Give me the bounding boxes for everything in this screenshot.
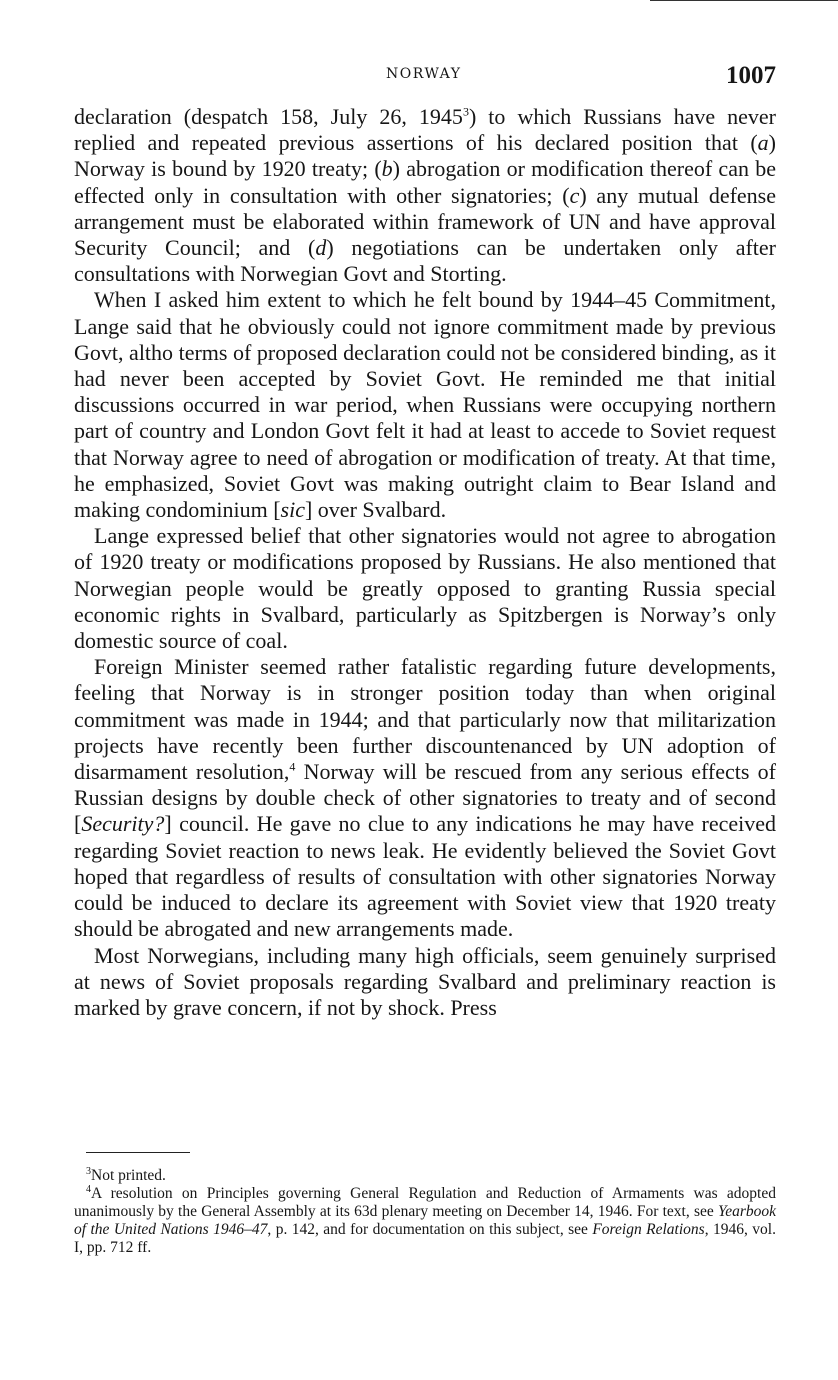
paragraph-4: Foreign Minister seemed rather fatalistic regarding future developments, feeling that Norway is in stronger position today than when original commitment was made in 1944; and that particularly now that militarization projects have recently been further discountenanced by UN adoption of disarmament resolution,$^4$ Norway will be rescued from any serious effects of Russian designs by double check of other signatories to treaty and of second [Security?] council. He gave no clue to any indications he may have received regarding Soviet reaction to news leak. He evidently believed the Soviet Govt hoped that regardless of results of consultation with other signatories Norway could be induced to declare its agreement with Soviet view that 1920 treaty should be abrogated and new arrangements made. [74, 654, 776, 942]
footnotes [74, 1167, 776, 1257]
footnote-rule [86, 1152, 190, 1153]
footnote-3: $^3$Not printed. [86, 1165, 166, 1184]
page-number: 1007 [726, 62, 776, 89]
paragraph-1: declaration (despatch 158, July 26, 1945$^3$) to which Russians have never replied and repeated previous assertions of his declared position that (a) Norway is bound by 1920 treaty; (b) abrogation or modification thereof can be effected only in consultation with other signatories; (c) any mutual defense arrangement must be elaborated within framework of UN and have approval Security Council; and (d) negotiations can be undertaken only after consultations with Norwegian Govt and Storting. [74, 104, 776, 287]
running-head: NORWAY [386, 66, 462, 82]
body-text [74, 104, 776, 1021]
top-edge-rule [650, 0, 838, 1]
paragraph-5: Most Norwegians, including many high officials, seem genuinely surprised at news of Soviet proposals regarding Svalbard and preliminary reaction is marked by grave concern, if not by shock. Press [74, 942, 776, 1020]
footnote-ref-3: 3 [462, 104, 469, 119]
footnote-ref-4: 4 [289, 759, 296, 774]
paragraph-3: Lange expressed belief that other signatories would not agree to abrogation of 1920 treaty or modifications proposed by Russians. He also mentioned that Norwegian people would be greatly opposed to granting Russia special economic rights in Svalbard, particularly as Spitzbergen is Norway’s only domestic source of coal. [74, 523, 776, 654]
footnote-4: $^4$A resolution on Principles governing General Regulation and Reduction of Armaments was adopted unanimously by the General Assembly at its 63d plenary meeting on December 14, 1946. For text, see Yearbook of the United Nations 1946–47, p. 142, and for documentation on this subject, see Foreign Relations, 1946, vol. I, pp. 712 ff. [74, 1183, 776, 1256]
paragraph-2: When I asked him extent to which he felt bound by 1944–45 Commitment, Lange said that he obviously could not ignore commitment made by previous Govt, altho terms of proposed declaration could not be considered binding, as it had never been accepted by Soviet Govt. He reminded me that initial discussions occurred in war period, when Russians were occupying northern part of country and London Govt felt it had at least to accede to Soviet request that Norway agree to need of abrogation or modification of treaty. At that time, he emphasized, Soviet Govt was making outright claim to Bear Island and making condominium [sic] over Svalbard. [74, 287, 776, 523]
